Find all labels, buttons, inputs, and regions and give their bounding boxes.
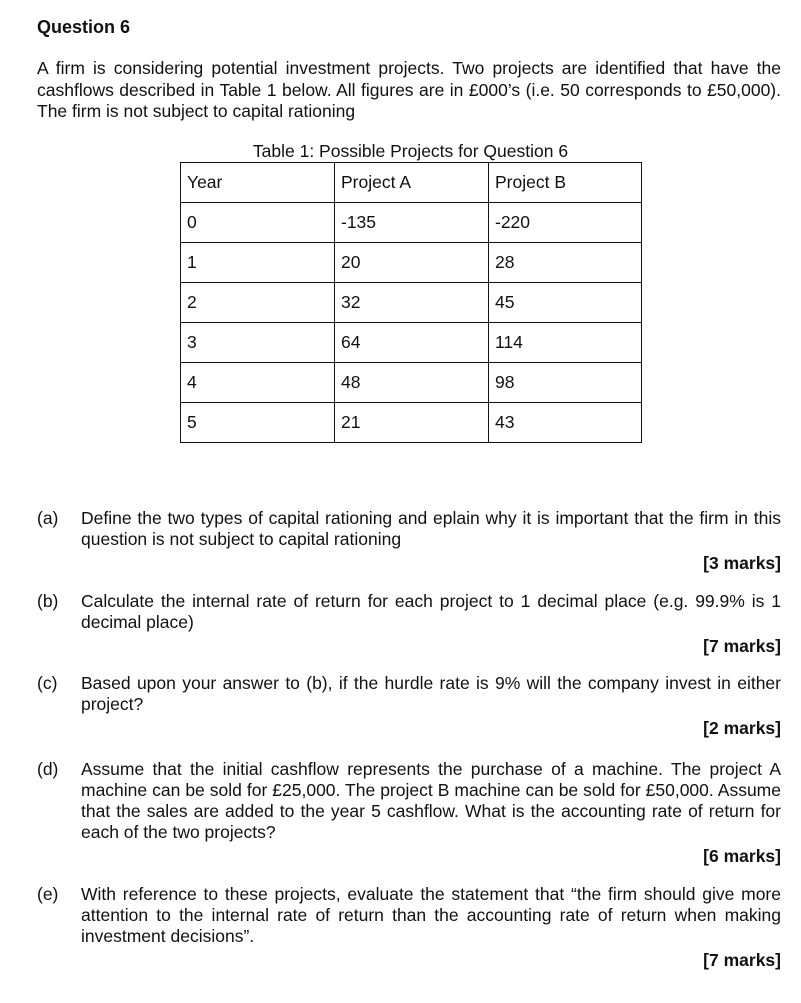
part-b [37, 591, 781, 657]
part-marks: [6 marks] [703, 846, 781, 866]
cell-year: 1 [181, 243, 335, 283]
part-c [37, 673, 781, 739]
part-text: Calculate the internal rate of return for each project to 1 decimal place (e.g. 99.9% is 1 decimal place) [81, 591, 781, 632]
part-label: (e) [37, 884, 59, 904]
cashflow-table [180, 162, 642, 443]
cell-project-a: -135 [335, 203, 489, 243]
cell-year: 2 [181, 283, 335, 323]
part-text: With reference to these projects, evaluate the statement that “the firm should give more attention to the internal rate of return than the accounting rate of return when making investment decisions”. [81, 884, 781, 946]
part-text: Define the two types of capital rationing and eplain why it is important that the firm in this question is not subject to capital rationing [81, 508, 781, 549]
part-label: (b) [37, 591, 59, 611]
table-header-row [181, 163, 642, 203]
part-marks: [3 marks] [703, 553, 781, 573]
header-project-b: Project B [489, 163, 642, 203]
part-marks: [2 marks] [703, 718, 781, 738]
header-project-a: Project A [335, 163, 489, 203]
table-row [181, 243, 642, 283]
part-label: (c) [37, 673, 58, 693]
cell-project-b: 45 [489, 283, 642, 323]
part-d [37, 759, 781, 867]
cell-project-b: 98 [489, 363, 642, 403]
table-row [181, 363, 642, 403]
cell-year: 5 [181, 403, 335, 443]
table-row [181, 283, 642, 323]
part-marks: [7 marks] [703, 636, 781, 656]
cell-project-b: 114 [489, 323, 642, 363]
part-text: Based upon your answer to (b), if the hurdle rate is 9% will the company invest in either project? [81, 673, 781, 714]
cell-project-b: 43 [489, 403, 642, 443]
cell-project-a: 48 [335, 363, 489, 403]
part-text: Assume that the initial cashflow represents the purchase of a machine. The project A machine can be sold for £25,000. The project B machine can be sold for £50,000. Assume that the sales are added to the year 5 cashflow. What is the accounting rate of return for each of the two projects? [81, 759, 781, 842]
question-heading: Question 6 [37, 17, 131, 37]
part-e [37, 884, 781, 971]
cell-year: 3 [181, 323, 335, 363]
table-row [181, 323, 642, 363]
table-row [181, 403, 642, 443]
cell-project-b: 28 [489, 243, 642, 283]
part-a [37, 508, 781, 574]
question-intro: A firm is considering potential investment projects. Two projects are identified that have the cashflows described in Table 1 below. All figures are in £000’s (i.e. 50 corresponds to £50,000). The firm is not subject to capital rationing [37, 58, 781, 121]
table-caption: Table 1: Possible Projects for Question 6 [252, 141, 569, 161]
table-row [181, 203, 642, 243]
cell-project-a: 21 [335, 403, 489, 443]
cell-year: 4 [181, 363, 335, 403]
cell-project-a: 64 [335, 323, 489, 363]
cell-project-b: -220 [489, 203, 642, 243]
cell-year: 0 [181, 203, 335, 243]
part-marks: [7 marks] [703, 950, 781, 970]
part-label: (d) [37, 759, 59, 779]
part-label: (a) [37, 508, 59, 528]
cell-project-a: 32 [335, 283, 489, 323]
header-year: Year [181, 163, 335, 203]
cell-project-a: 20 [335, 243, 489, 283]
